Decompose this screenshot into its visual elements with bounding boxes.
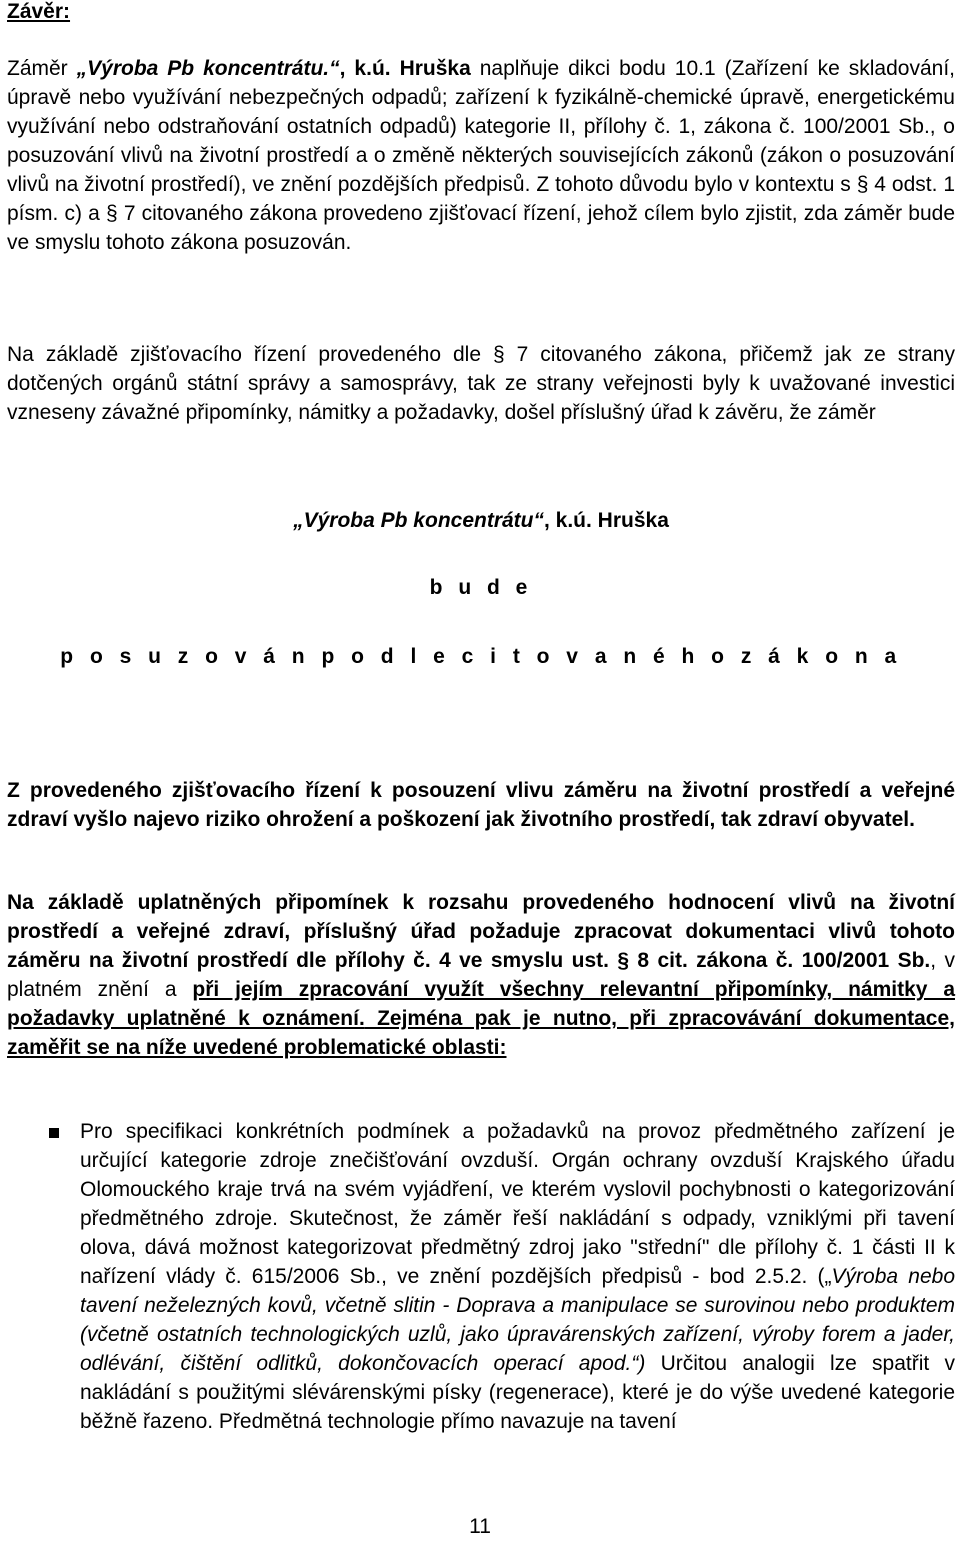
verdict-bude: b u d e (429, 576, 533, 599)
intro-paragraph (7, 54, 955, 257)
verdict-posuzovan: p o s u z o v á n p o d l e c i t o v a n é h o z á k o n a (60, 645, 902, 668)
list-item-quote: Výroba nebo tavení neželezných kovů, včetně slitin - Doprava a manipulace se surovinou nebo produktem (včetně ostatních technologických uzlů, jako úpravárenských zařízení, výroby forem a jader, odlévání, čištění odlitků, dokončovacích operací apod.“) (80, 1265, 955, 1375)
section-heading: Závěr: (7, 0, 71, 23)
bullet-square-icon (49, 1128, 59, 1138)
project-name: „Výroba Pb koncentrátu.“ (76, 57, 340, 80)
risk-conclusion: Z provedeného zjišťovacího řízení k posouzení vlivu záměru na životní prostředí a veřejné zdraví vyšlo najevo riziko ohrožení a poškození jak životního prostředí, tak zdraví obyvatel. (7, 779, 955, 831)
requirements-validity: , v platném znění a (7, 949, 955, 1001)
list-item-text: Pro specifikaci konkrétních podmínek a požadavků na provoz předmětného zařízení je určující kategorie zdroje znečišťování ovzduší. Orgán ochrany ovzduší Krajského úřadu Olomouckého kraje trvá na svém vyjádření, ve kterém vyslovil pochybnosti o kategorizování předmětného zdroje. Skutečnost, že záměr řeší nakládání s odpady, vzniklými při tavení olova, dává možnost kategorizovat předmětný zdroj jako "střední" dle přílohy č. 1 části II k nařízení vlády č. 615/2006 Sb., ve znění pozdějších předpisů - bod 2.5.2. („ (80, 1120, 955, 1288)
project-title-location: , k.ú. Hruška (544, 509, 669, 532)
project-location: , k.ú. Hruška (339, 57, 471, 80)
procedure-paragraph: Na základě zjišťovacího řízení provedeného dle § 7 citovaného zákona, přičemž jak ze strany dotčených orgánů státní správy a samosprávy, tak ze strany veřejnosti byly k uvažované investici vzneseny závažné připomínky, námitky a požadavky, došel příslušný úřad k závěru, že záměr (7, 343, 955, 424)
project-title (7, 509, 955, 533)
requirements-underlined: při jejím zpracování využít všechny relevantní připomínky, námitky a požadavky uplatněné k oznámení. (7, 978, 955, 1030)
page-number: 11 (469, 1515, 491, 1538)
list-item-text-end: Určitou analogii lze spatřit v nakládání s použitými slévárenskými písky (regenerace), které je do výše uvedené kategorie běžně řazeno. Předmětná technologie přímo navazuje na tavení (80, 1352, 955, 1433)
intro-text-body: naplňuje dikci bodu 10.1 (Zařízení ke skladování, úpravě nebo využívání nebezpečných odpadů; zařízení k fyzikálně-chemické úpravě, energetickému využívání nebo odstraňování ostatních odpadů) kategorie II, přílohy č. 1, zákona č. 100/2001 Sb., o posuzování vlivů na životní prostředí a o změně některých souvisejících zákonů (zákon o posuzování vlivů na životní prostředí), ve znění pozdějších předpisů. Z tohoto důvodu bylo v kontextu s § 4 odst. 1 písm. c) a § 7 citovaného zákona provedeno zjišťovací řízení, jehož cílem bylo zjistit, zda záměr bude ve smyslu tohoto zákona posuzován. (7, 57, 955, 254)
list-item (80, 1117, 955, 1436)
requirements-focus: Zejména pak je nutno, při zpracovávání dokumentace, zaměřit se na níže uvedené problematické oblasti: (7, 1007, 955, 1059)
requirements-paragraph (7, 888, 955, 1062)
project-title-name: „Výroba Pb koncentrátu“ (293, 509, 544, 532)
requirements-text: Na základě uplatněných připomínek k rozsahu provedeného hodnocení vlivů na životní prostředí a veřejné zdraví, příslušný úřad požaduje zpracovat dokumentaci vlivů tohoto záměru na životní prostředí dle přílohy č. 4 ve smyslu ust. § 8 cit. zákona č. 100/2001 Sb. (7, 891, 955, 972)
intro-text-start: Záměr (7, 57, 77, 80)
